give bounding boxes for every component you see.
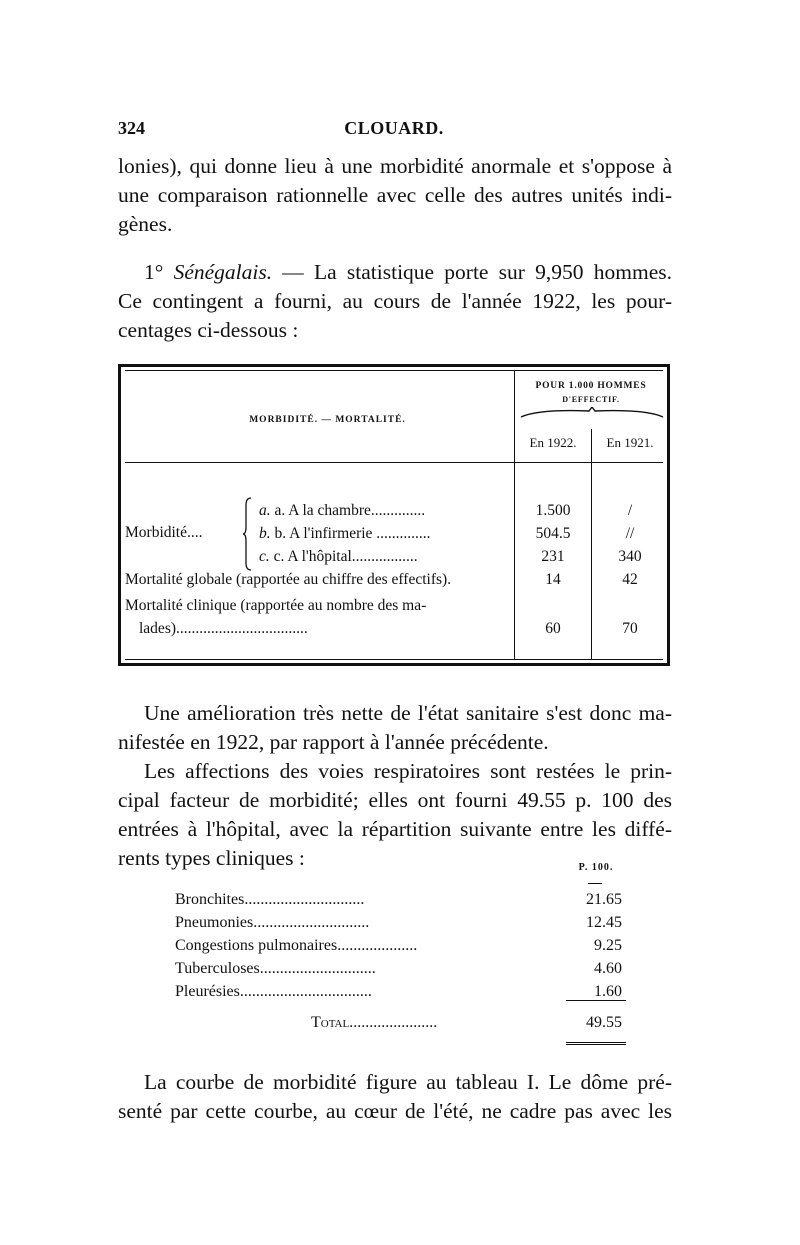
list-item-value: 1.60 (594, 983, 622, 1000)
group-header-line: D'EFFECTIF. (562, 395, 620, 404)
table-cell: 504.5 (535, 525, 571, 542)
page-number: 324 (118, 118, 145, 138)
table-row-label: c. c. A l'hôpital................. (259, 548, 418, 565)
table-row-label: Mortalité globale (rapportée au chiffre des effectifs). (125, 571, 452, 588)
text-line (118, 258, 672, 287)
table-row-label: a. a. A la chambre.............. (259, 502, 426, 519)
text-line: rents types cliniques : (118, 846, 305, 870)
total-double-rule (566, 1042, 626, 1047)
table-row-label: Mortalité clinique (rapportée au nombre des ma- (125, 597, 427, 614)
text-line: centages ci-dessous : (118, 318, 299, 342)
section-title: Sénégalais. (173, 260, 273, 284)
table-row-label: lades).................................. (139, 620, 308, 637)
row-text: c. A l'hôpital................. (273, 548, 418, 565)
table-cell: 231 (541, 548, 565, 565)
list-item-label: Congestions pulmonaires.................... (175, 937, 418, 954)
text-line: nifestée en 1922, par rapport à l'année précédente. (118, 730, 549, 754)
list-item-value: 4.60 (594, 960, 622, 977)
row-text: b. A l'infirmerie .............. (274, 525, 431, 542)
row-text: a. A la chambre.............. (274, 502, 426, 519)
list-item-label: Bronchites.............................. (175, 891, 365, 908)
list-item (175, 891, 630, 913)
list-item-label: Pleurésies................................. (175, 983, 372, 1000)
table-cell: 14 (545, 571, 561, 588)
text-line: Les affections des voies respiratoires sont restées le prin- (144, 759, 672, 783)
table-cell: 42 (622, 571, 638, 588)
text-line: senté par cette courbe, au cœur de l'été, ne cadre pas avec les (118, 1099, 672, 1123)
table-cell: 60 (545, 620, 561, 637)
column-header-1921: En 1921. (606, 435, 654, 450)
header-dash (588, 883, 602, 884)
table-cell: // (625, 525, 635, 542)
list-item-label: Tuberculoses............................. (175, 960, 376, 977)
table-left-header: MORBIDITÉ. — MORTALITÉ. (249, 415, 406, 425)
header-rule (125, 462, 663, 463)
paragraph-1 (118, 152, 672, 239)
running-head (118, 118, 670, 144)
text-line: Ce contingent a fourni, au cours de l'année 1922, les pour- (118, 289, 672, 313)
table-rule (125, 370, 663, 371)
percent-column-header: P. 100. (578, 862, 614, 873)
running-title: CLOUARD. (344, 118, 444, 138)
list-item (175, 983, 630, 1005)
column-header-1922: En 1922. (529, 435, 577, 450)
list-item-label: Pneumonies............................. (175, 914, 370, 931)
text-line: entrées à l'hôpital, avec la répartition suivante entre les diffé- (118, 817, 672, 841)
list-item-value: 9.25 (594, 937, 622, 954)
morbidite-label: Morbidité.... (125, 524, 203, 541)
text-fragment: — La statistique porte sur 9,950 hommes. (272, 260, 672, 284)
total-label-text: Total (311, 1014, 350, 1031)
paragraph-2 (118, 258, 672, 345)
list-item-value: 12.45 (586, 914, 622, 931)
section-number: 1° (144, 260, 174, 284)
list-item (175, 914, 630, 936)
list-item-value: 21.65 (586, 891, 622, 908)
sum-rule (566, 1000, 626, 1001)
group-header-line: POUR 1.000 HOMMES (535, 381, 647, 391)
table-group-header (515, 379, 667, 407)
leader-dots: ...................... (349, 1014, 438, 1031)
table-row-label: b. b. A l'infirmerie .............. (259, 525, 431, 542)
list-item (175, 937, 630, 959)
text-line: gènes. (118, 212, 173, 236)
horizontal-brace-icon (519, 407, 665, 419)
paragraph-5 (118, 1068, 672, 1126)
list-item (175, 960, 630, 982)
table-rule (125, 659, 663, 660)
morbidity-table (118, 364, 670, 666)
text-line: cipal facteur de morbidité; elles ont fourni 49.55 p. 100 des (118, 788, 672, 812)
text-line: Une amélioration très nette de l'état sanitaire s'est donc ma- (144, 701, 672, 725)
text-line: lonies), qui donne lieu à une morbidité anormale et s'oppose à (118, 154, 672, 178)
table-cell: / (627, 502, 633, 519)
paragraph-3 (118, 699, 672, 757)
table-cell: 340 (618, 548, 642, 565)
text-line: La courbe de morbidité figure au tableau I. Le dôme pré- (144, 1070, 672, 1094)
text-line: une comparaison rationnelle avec celle des autres unités indi- (118, 183, 672, 207)
total-label (311, 1014, 437, 1032)
table-cell: 1.500 (535, 502, 571, 519)
total-value: 49.55 (586, 1014, 622, 1031)
paragraph-4 (118, 757, 672, 873)
vertical-brace-icon (243, 497, 253, 571)
table-cell: 70 (622, 620, 638, 637)
